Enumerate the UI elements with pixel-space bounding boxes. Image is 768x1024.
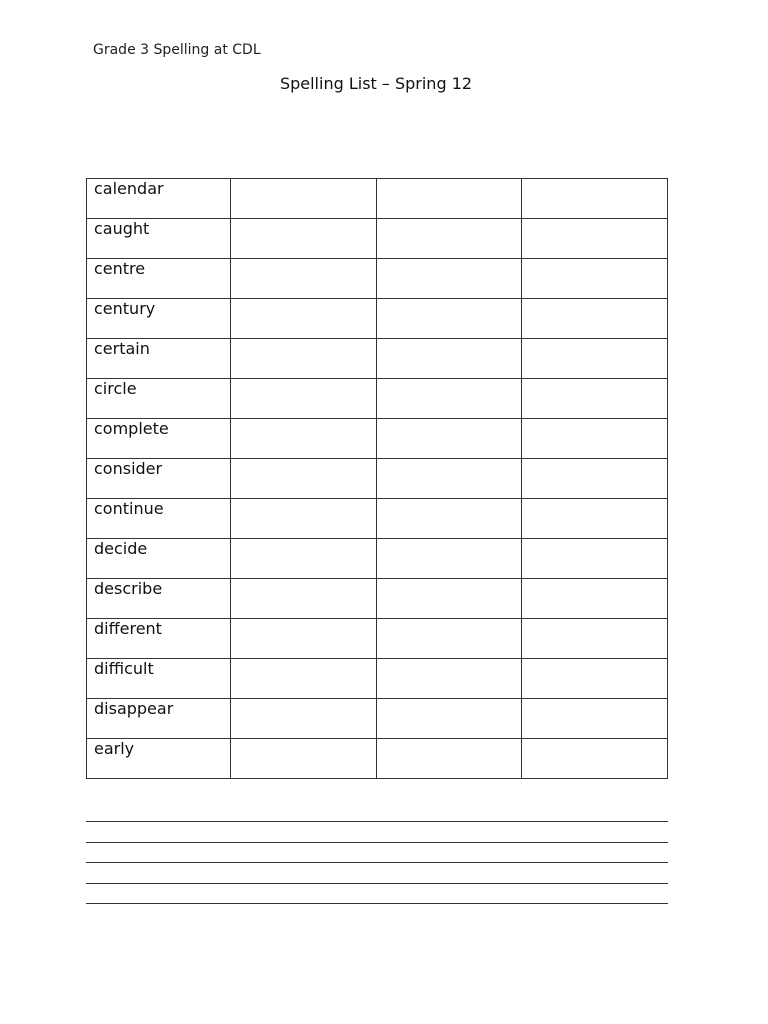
practice-cell[interactable] — [522, 339, 668, 379]
practice-cell[interactable] — [522, 699, 668, 739]
writing-line — [86, 862, 668, 863]
table-row — [87, 499, 668, 539]
spelling-word: continue — [87, 499, 231, 539]
spelling-word: calendar — [87, 179, 231, 219]
practice-cell[interactable] — [522, 539, 668, 579]
practice-cell[interactable] — [376, 619, 522, 659]
table-row — [87, 339, 668, 379]
practice-cell[interactable] — [522, 299, 668, 339]
practice-cell[interactable] — [376, 419, 522, 459]
practice-cell[interactable] — [376, 339, 522, 379]
practice-cell[interactable] — [522, 499, 668, 539]
practice-cell[interactable] — [376, 379, 522, 419]
table-row — [87, 379, 668, 419]
practice-cell[interactable] — [376, 539, 522, 579]
table-row — [87, 459, 668, 499]
practice-cell[interactable] — [522, 219, 668, 259]
table-row — [87, 659, 668, 699]
spelling-table — [86, 178, 668, 779]
practice-cell[interactable] — [522, 739, 668, 779]
spelling-word: century — [87, 299, 231, 339]
spelling-word: describe — [87, 579, 231, 619]
practice-cell[interactable] — [522, 659, 668, 699]
spelling-word: circle — [87, 379, 231, 419]
writing-line — [86, 883, 668, 884]
practice-cell[interactable] — [376, 299, 522, 339]
document-header: Grade 3 Spelling at CDL — [93, 42, 261, 58]
practice-cell[interactable] — [231, 699, 377, 739]
practice-cell[interactable] — [376, 579, 522, 619]
page-title: Spelling List – Spring 12 — [279, 74, 473, 93]
practice-cell[interactable] — [522, 379, 668, 419]
practice-cell[interactable] — [231, 499, 377, 539]
practice-cell[interactable] — [231, 619, 377, 659]
spelling-word: certain — [87, 339, 231, 379]
practice-cell[interactable] — [522, 179, 668, 219]
practice-cell[interactable] — [376, 659, 522, 699]
practice-cell[interactable] — [522, 459, 668, 499]
table-row — [87, 619, 668, 659]
practice-cell[interactable] — [231, 179, 377, 219]
practice-lines — [86, 821, 668, 924]
table-row — [87, 739, 668, 779]
spelling-word: caught — [87, 219, 231, 259]
writing-line — [86, 903, 668, 904]
spelling-word: different — [87, 619, 231, 659]
spelling-word: difficult — [87, 659, 231, 699]
spelling-word: complete — [87, 419, 231, 459]
practice-cell[interactable] — [376, 739, 522, 779]
practice-cell[interactable] — [231, 219, 377, 259]
writing-line — [86, 821, 668, 822]
practice-cell[interactable] — [231, 659, 377, 699]
table-row — [87, 299, 668, 339]
table-row — [87, 539, 668, 579]
spelling-table-body — [87, 179, 668, 779]
practice-cell[interactable] — [376, 499, 522, 539]
practice-cell[interactable] — [376, 219, 522, 259]
practice-cell[interactable] — [231, 259, 377, 299]
practice-cell[interactable] — [231, 299, 377, 339]
table-row — [87, 419, 668, 459]
table-row — [87, 219, 668, 259]
practice-cell[interactable] — [376, 699, 522, 739]
practice-cell[interactable] — [231, 379, 377, 419]
practice-cell[interactable] — [522, 259, 668, 299]
practice-cell[interactable] — [522, 419, 668, 459]
spelling-word: disappear — [87, 699, 231, 739]
spelling-word: centre — [87, 259, 231, 299]
practice-cell[interactable] — [376, 259, 522, 299]
spelling-word: consider — [87, 459, 231, 499]
practice-cell[interactable] — [231, 459, 377, 499]
practice-cell[interactable] — [231, 539, 377, 579]
practice-cell[interactable] — [376, 459, 522, 499]
practice-cell[interactable] — [376, 179, 522, 219]
spelling-word: decide — [87, 539, 231, 579]
table-row — [87, 579, 668, 619]
practice-cell[interactable] — [231, 339, 377, 379]
practice-cell[interactable] — [522, 619, 668, 659]
writing-line — [86, 842, 668, 843]
practice-cell[interactable] — [522, 579, 668, 619]
practice-cell[interactable] — [231, 739, 377, 779]
practice-cell[interactable] — [231, 579, 377, 619]
table-row — [87, 259, 668, 299]
spelling-word: early — [87, 739, 231, 779]
practice-cell[interactable] — [231, 419, 377, 459]
table-row — [87, 699, 668, 739]
table-row — [87, 179, 668, 219]
